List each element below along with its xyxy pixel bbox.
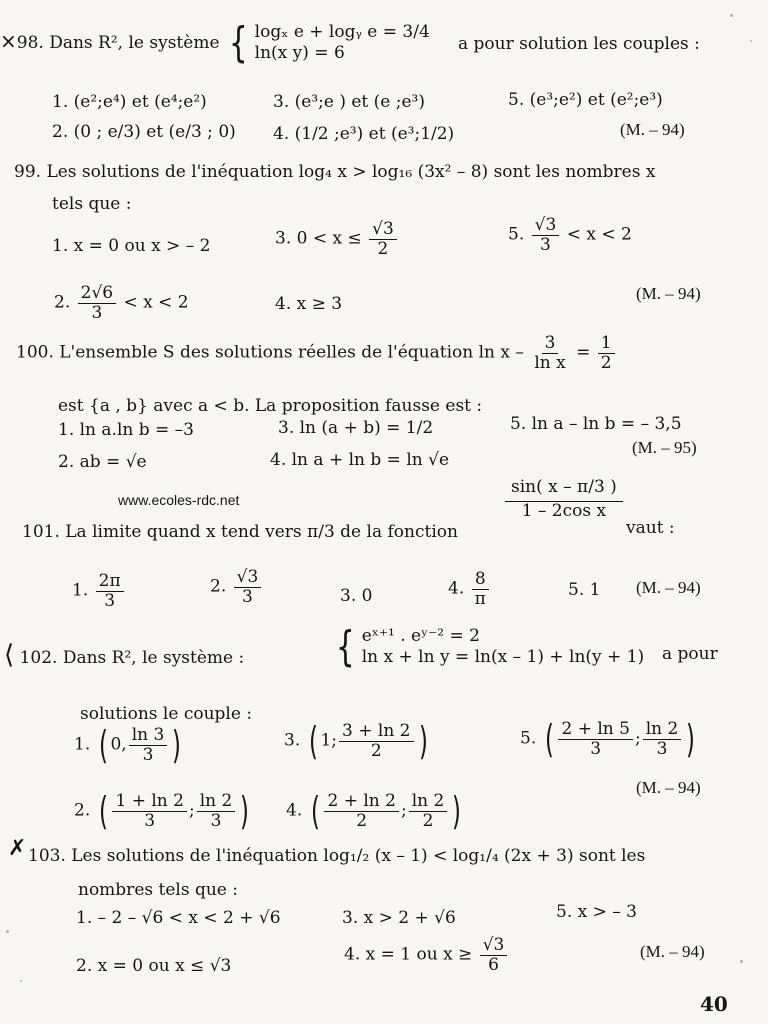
option-3: 3. ( 1; $\frac{3 + \ln 2}{2}$ )	[284, 719, 428, 764]
check-mark-icon: ⟨	[4, 640, 15, 670]
denominator: ln x	[534, 352, 566, 373]
denominator: 3	[144, 810, 156, 831]
option-1: 1. (e²;e⁴) et (e⁴;e²)	[52, 92, 207, 112]
equation-system	[225, 18, 430, 67]
denominator: 2	[422, 810, 434, 831]
denominator: π	[474, 588, 486, 609]
fraction	[531, 334, 568, 372]
option-5: 5. x > – 3	[556, 902, 637, 922]
fraction	[324, 792, 398, 830]
system-line-1: logₓ e + logᵧ e = 3/4	[254, 22, 430, 42]
denominator: 3	[540, 234, 551, 255]
fraction	[409, 792, 448, 830]
numerator: 1	[598, 334, 615, 354]
denominator: 3	[91, 302, 103, 323]
numerator: sin( x – π/3 )	[505, 474, 623, 502]
question-98-statement	[0, 18, 430, 67]
option-1: 1. ( 0, $\frac{\ln 3}{3}$ )	[74, 723, 182, 768]
numerator: ln 2	[409, 792, 448, 812]
page-number: 40	[700, 992, 728, 1016]
option-5: 5. ( $\frac{2 + \ln 5}{3}$ ; $\frac{\ln 2}{3}$ )	[520, 717, 696, 762]
option-label: 2.	[74, 800, 91, 821]
separator: ;	[400, 800, 407, 821]
scan-noise	[750, 40, 752, 42]
scan-noise	[6, 930, 9, 933]
scan-noise	[730, 14, 733, 17]
question-text: 102. Dans R², le système :	[19, 648, 245, 668]
question-100-statement	[16, 334, 617, 372]
fraction	[558, 720, 632, 758]
brace-icon: {	[336, 622, 355, 671]
fraction	[129, 726, 168, 764]
question-text: Dans R², le système	[49, 32, 220, 53]
option-2: 2. (0 ; e/3) et (e/3 ; 0)	[52, 122, 236, 142]
denominator: 2	[600, 352, 612, 373]
system-line-1: eˣ⁺¹ . eʸ⁻² = 2	[361, 626, 480, 646]
separator: ;	[188, 800, 195, 821]
option-2: 2. ( $\frac{1 + \ln 2}{3}$ ; $\frac{\ln 2}{3}$ )	[74, 789, 250, 834]
option-3: 3. 0	[340, 586, 373, 606]
fraction	[339, 722, 413, 760]
source-reference: (M. – 94)	[636, 284, 701, 303]
numerator: √3	[369, 220, 397, 240]
option-5: 5. 1	[568, 580, 601, 600]
option-label: 4. x = 1 ou x ≥	[344, 944, 473, 965]
option-1: 1. – 2 – √6 < x < 2 + √6	[76, 908, 281, 928]
numerator: √3	[480, 936, 508, 956]
website-watermark: www.ecoles-rdc.net	[118, 492, 240, 508]
denominator: 2	[356, 810, 368, 831]
denominator: 2	[377, 238, 389, 259]
question-text-end: vaut :	[626, 518, 675, 538]
option-2	[54, 284, 189, 322]
option-3: 3. x > 2 + √6	[342, 908, 456, 928]
option-3	[275, 220, 399, 258]
separator: ;	[634, 728, 641, 749]
numerator: 2 + ln 2	[324, 792, 398, 812]
option-label: 1.	[74, 734, 91, 755]
fraction	[369, 220, 397, 258]
fraction	[505, 474, 623, 520]
fraction	[96, 572, 124, 610]
option-text: < x < 2	[123, 292, 189, 313]
fraction	[532, 216, 560, 254]
option-text: 1;	[320, 730, 338, 751]
question-text: 100. L'ensemble S des solutions réelles de l'équation ln x –	[16, 342, 524, 363]
fraction	[112, 792, 186, 830]
question-text: 103. Les solutions de l'inéquation log₁/₂ (x – 1) < log₁/₄ (2x + 3) sont les	[28, 846, 646, 866]
numerator: 8	[472, 570, 489, 590]
option-label: 3. 0 < x ≤	[275, 228, 362, 249]
numerator: √3	[234, 568, 262, 588]
option-text: 0,	[110, 734, 127, 755]
option-4: 4. ( $\frac{2 + \ln 2}{2}$ ; $\frac{\ln 2}{2}$ )	[286, 789, 462, 834]
source-reference: (M. – 94)	[636, 578, 701, 597]
source-reference: (M. – 94)	[636, 778, 701, 797]
denominator: 6	[488, 954, 499, 975]
option-label: 4.	[448, 578, 465, 599]
option-label: 2.	[54, 292, 71, 313]
option-label: 3.	[284, 730, 301, 751]
option-label: 1.	[72, 580, 89, 601]
numerator: 1 + ln 2	[112, 792, 186, 812]
option-label: 5.	[520, 728, 537, 749]
question-100-continued: est {a , b} avec a < b. La proposition fausse est :	[58, 396, 483, 416]
fraction	[643, 720, 682, 758]
question-103-continued: nombres tels que :	[78, 880, 238, 900]
system-line-2: ln x + ln y = ln(x – 1) + ln(y + 1)	[361, 647, 645, 668]
numerator: 3 + ln 2	[339, 722, 413, 742]
option-1: 1. ln a.ln b = –3	[58, 420, 194, 440]
cross-mark-icon: ×	[0, 28, 17, 53]
option-4: 4. (1/2 ;e³) et (e³;1/2)	[273, 124, 455, 144]
option-1: 1. x = 0 ou x > – 2	[52, 236, 211, 256]
option-4: 4. x ≥ 3	[275, 294, 343, 314]
fraction	[197, 792, 236, 830]
scan-noise	[740, 960, 743, 963]
fraction	[472, 570, 489, 608]
denominator: 3	[210, 810, 222, 831]
scan-noise	[20, 980, 22, 982]
option-3: 3. ln (a + b) = 1/2	[278, 418, 434, 438]
function-fraction	[503, 474, 625, 520]
option-2	[210, 568, 263, 606]
option-2: 2. x = 0 ou x ≤ √3	[76, 956, 232, 976]
cross-mark-icon: ✗	[8, 836, 27, 861]
fraction	[480, 936, 508, 974]
question-text-end: a pour	[662, 644, 718, 664]
question-102-continued: solutions le couple :	[80, 704, 253, 724]
question-99-statement: 99. Les solutions de l'inéquation log₄ x > log₁₆ (3x² – 8) sont les nombres x	[14, 162, 656, 182]
source-reference: (M. – 94)	[640, 942, 705, 961]
option-label: 2.	[210, 576, 227, 597]
option-4	[344, 936, 509, 974]
numerator: ln 2	[197, 792, 236, 812]
question-102-statement	[4, 640, 244, 670]
option-label: 5.	[508, 224, 525, 245]
source-reference: (M. – 94)	[620, 120, 685, 139]
numerator: ln 2	[643, 720, 682, 740]
fraction	[78, 284, 116, 322]
denominator: 2	[370, 740, 382, 761]
equation-system	[332, 622, 645, 671]
question-text-end: a pour solution les couples :	[458, 34, 700, 54]
numerator: 2 + ln 5	[558, 720, 632, 740]
question-number: 98.	[16, 32, 44, 53]
option-5	[508, 216, 632, 254]
numerator: ln 3	[129, 726, 168, 746]
option-5: 5. (e³;e²) et (e²;e³)	[508, 90, 663, 110]
option-2: 2. ab = √e	[58, 452, 147, 472]
option-4: 4. ln a + ln b = ln √e	[270, 450, 450, 470]
denominator: 3	[242, 586, 253, 607]
denominator: 3	[590, 738, 602, 759]
system-line-2: ln(x y) = 6	[254, 43, 345, 64]
numerator: 2π	[96, 572, 124, 592]
denominator: 1 – 2cos x	[521, 500, 607, 521]
equals-sign: =	[576, 342, 591, 363]
denominator: 3	[104, 590, 116, 611]
option-1	[72, 572, 126, 610]
numerator: √3	[532, 216, 560, 236]
option-3: 3. (e³;e ) et (e ;e³)	[273, 92, 425, 112]
source-reference: (M. – 95)	[632, 438, 697, 457]
question-99-continued: tels que :	[52, 194, 132, 214]
option-5: 5. ln a – ln b = – 3,5	[510, 414, 682, 434]
denominator: 3	[656, 738, 668, 759]
brace-icon: {	[228, 18, 248, 67]
numerator: 2√6	[78, 284, 116, 304]
fraction	[598, 334, 615, 372]
option-4	[448, 570, 491, 608]
denominator: 3	[142, 744, 154, 765]
question-103-statement	[8, 836, 646, 866]
option-label: 4.	[286, 800, 303, 821]
numerator: 3	[542, 334, 559, 354]
option-text: < x < 2	[566, 224, 632, 245]
fraction	[234, 568, 262, 606]
question-101-statement: 101. La limite quand x tend vers π/3 de la fonction	[22, 522, 458, 542]
